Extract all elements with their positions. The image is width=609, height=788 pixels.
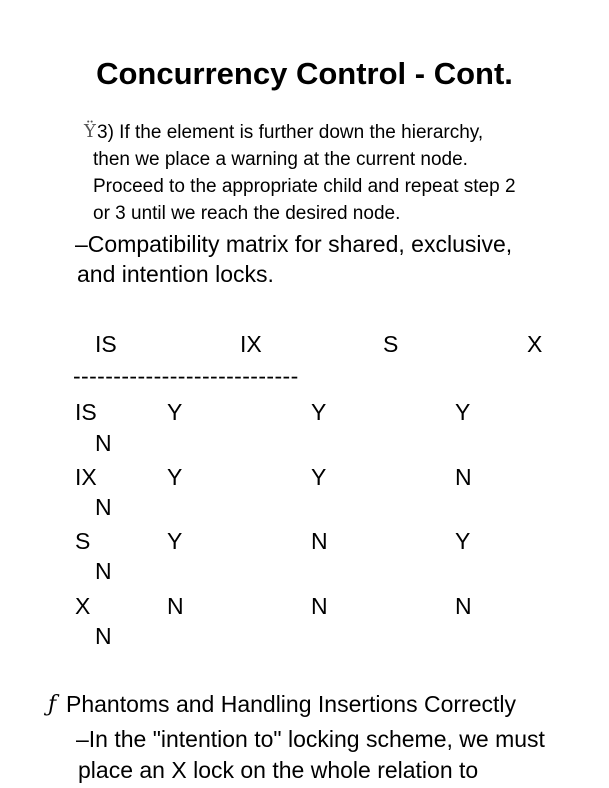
matrix-col-header: S — [383, 331, 399, 357]
matrix-col-header: IS — [95, 331, 117, 357]
matrix-cell: N — [455, 464, 472, 490]
compat-line-1: –Compatibility matrix for shared, exclusive, — [75, 231, 513, 257]
matrix-cell-wrapped: N — [95, 430, 112, 456]
matrix-cell: N — [311, 528, 328, 554]
step3-line-1: 3) If the element is further down the hierarchy, — [97, 122, 484, 143]
matrix-cell-wrapped: N — [95, 494, 112, 520]
phantoms-line-1: –In the "intention to" locking scheme, we must — [76, 726, 545, 752]
matrix-cell: Y — [311, 464, 327, 490]
matrix-cell: Y — [167, 399, 183, 425]
phantoms-line-2: place an X lock on the whole relation to — [78, 757, 479, 783]
bullet-icon: Ÿ — [84, 121, 96, 142]
compat-line-2: and intention locks. — [77, 261, 274, 287]
matrix-cell: Y — [311, 399, 327, 425]
matrix-cell: N — [167, 593, 184, 619]
matrix-cell: N — [455, 593, 472, 619]
matrix-cell-wrapped: N — [95, 558, 112, 584]
matrix-cell: Y — [167, 464, 183, 490]
matrix-cell: N — [311, 593, 328, 619]
matrix-row-label: X — [75, 593, 91, 619]
matrix-cell: Y — [167, 528, 183, 554]
step3-line-3: Proceed to the appropriate child and repeat step 2 — [93, 176, 516, 197]
phantoms-heading: Phantoms and Handling Insertions Correctly — [66, 691, 517, 717]
matrix-row-label: IX — [75, 464, 97, 490]
matrix-row-label: IS — [75, 399, 97, 425]
matrix-row-label: S — [75, 528, 91, 554]
slide-title: Concurrency Control - Cont. — [96, 56, 513, 91]
step3-line-4: or 3 until we reach the desired node. — [93, 203, 401, 224]
matrix-col-header: IX — [240, 331, 262, 357]
matrix-cell: Y — [455, 399, 471, 425]
matrix-separator: ---------------------------- — [73, 363, 299, 389]
f-bullet-icon: ƒ — [48, 692, 57, 717]
matrix-cell: Y — [455, 528, 471, 554]
step3-line-2: then we place a warning at the current node. — [93, 149, 468, 170]
matrix-cell-wrapped: N — [95, 623, 112, 649]
matrix-col-header: X — [527, 331, 543, 357]
